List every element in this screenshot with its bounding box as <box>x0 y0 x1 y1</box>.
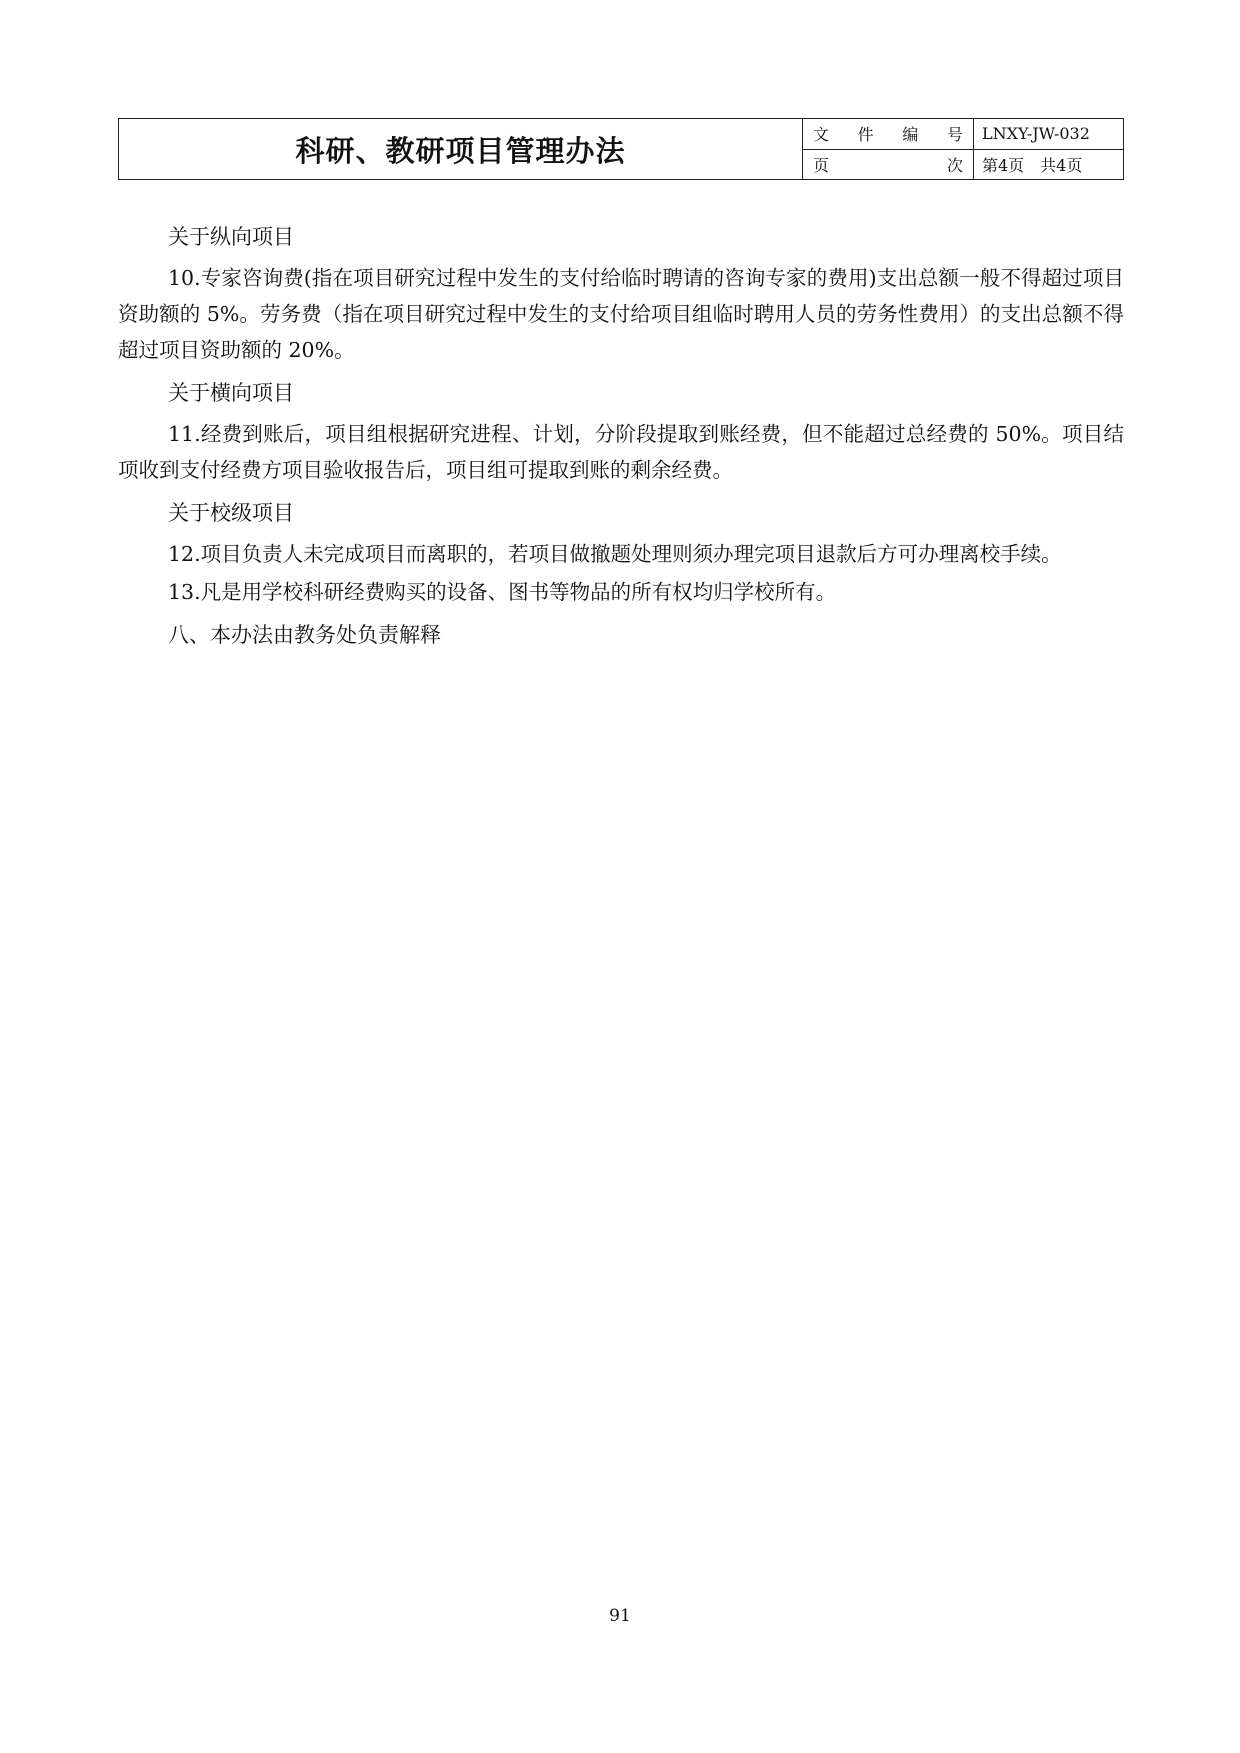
paragraph-10: 10.专家咨询费(指在项目研究过程中发生的支付给临时聘请的咨询专家的费用)支出总额一般不得超过项目资助额的 5%。劳务费（指在项目研究过程中发生的支付给项目组临时聘用人员的劳务性费用）的支出总额不得超过项目资助额的 20%。 <box>118 266 1124 362</box>
heading-school-projects: 关于校级项目 <box>168 501 294 525</box>
page-label <box>803 149 974 180</box>
heading-section-8: 八、本办法由教务处负责解释 <box>168 623 441 647</box>
doc-number-label <box>803 119 974 150</box>
page-number: 91 <box>609 1606 631 1626</box>
page-label-char: 页 <box>813 155 830 175</box>
document-header-table <box>118 118 1124 180</box>
paragraph-13: 13.凡是用学校科研经费购买的设备、图书等物品的所有权均归学校所有。 <box>168 580 837 604</box>
document-body <box>118 220 1124 658</box>
doc-number-label-char: 件 <box>857 125 874 145</box>
doc-number-label-char: 编 <box>902 125 919 145</box>
page-value: 第4页 共4页 <box>974 149 1124 180</box>
document-title: 科研、教研项目管理办法 <box>119 119 803 180</box>
paragraph-11: 11.经费到账后，项目组根据研究进程、计划，分阶段提取到账经费，但不能超过总经费的 50%。项目结项收到支付经费方项目验收报告后，项目组可提取到账的剩余经费。 <box>118 422 1124 482</box>
heading-horizontal-projects: 关于横向项目 <box>168 381 294 405</box>
page-label-char: 次 <box>946 155 963 175</box>
doc-number-label-char: 文 <box>813 125 830 145</box>
doc-number-value: LNXY-JW-032 <box>974 119 1124 150</box>
paragraph-12: 12.项目负责人未完成项目而离职的，若项目做撤题处理则须办理完项目退款后方可办理离校手续。 <box>168 542 1062 566</box>
doc-number-label-char: 号 <box>946 125 963 145</box>
heading-vertical-projects: 关于纵向项目 <box>168 225 294 249</box>
